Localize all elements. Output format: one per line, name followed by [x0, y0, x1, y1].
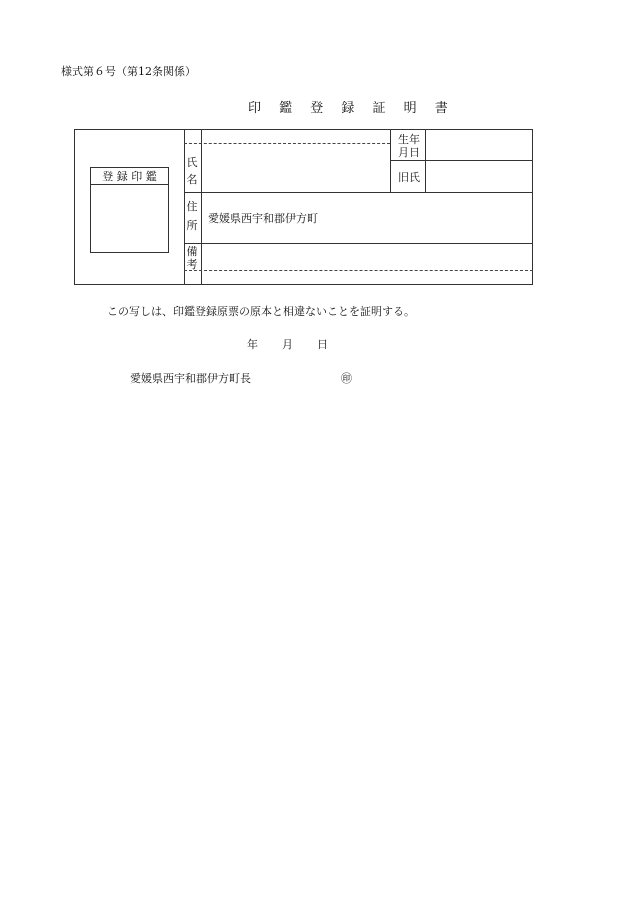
page-title: 印 鑑 登 録 証 明 書: [248, 101, 455, 116]
remarks-dashed-line: [184, 270, 533, 271]
remarks-label: 備 考: [186, 245, 198, 271]
date-month: 月: [282, 338, 293, 351]
address-value: 愛媛県西宇和郡伊方町: [208, 212, 318, 225]
form-number: 様式第６号（第12条関係）: [61, 65, 196, 78]
issuer-name: 愛媛県西宇和郡伊方町長: [130, 372, 251, 385]
date-year: 年: [247, 338, 258, 351]
seal-label: 登 録 印 鑑: [102, 170, 157, 183]
divider-seal-column: [184, 129, 185, 285]
birth-label-line2: 月日: [398, 146, 420, 159]
divider-name-address: [184, 192, 533, 193]
divider-birth-former: [390, 160, 533, 161]
date-day: 日: [317, 338, 328, 351]
official-seal-icon: ㊞: [341, 372, 352, 385]
birth-label-line1: 生年: [398, 133, 420, 146]
seal-box-header-line: [90, 184, 169, 185]
name-label: 氏 名: [186, 156, 198, 186]
divider-label-column: [201, 129, 202, 285]
certification-text: この写しは、印鑑登録原票の原本と相違ないことを証明する。: [107, 305, 415, 318]
former-name-label: 旧氏: [398, 171, 420, 184]
divider-address-remarks: [184, 243, 533, 244]
furigana-dashed-line: [184, 143, 390, 144]
address-label: 住 所: [186, 200, 198, 232]
